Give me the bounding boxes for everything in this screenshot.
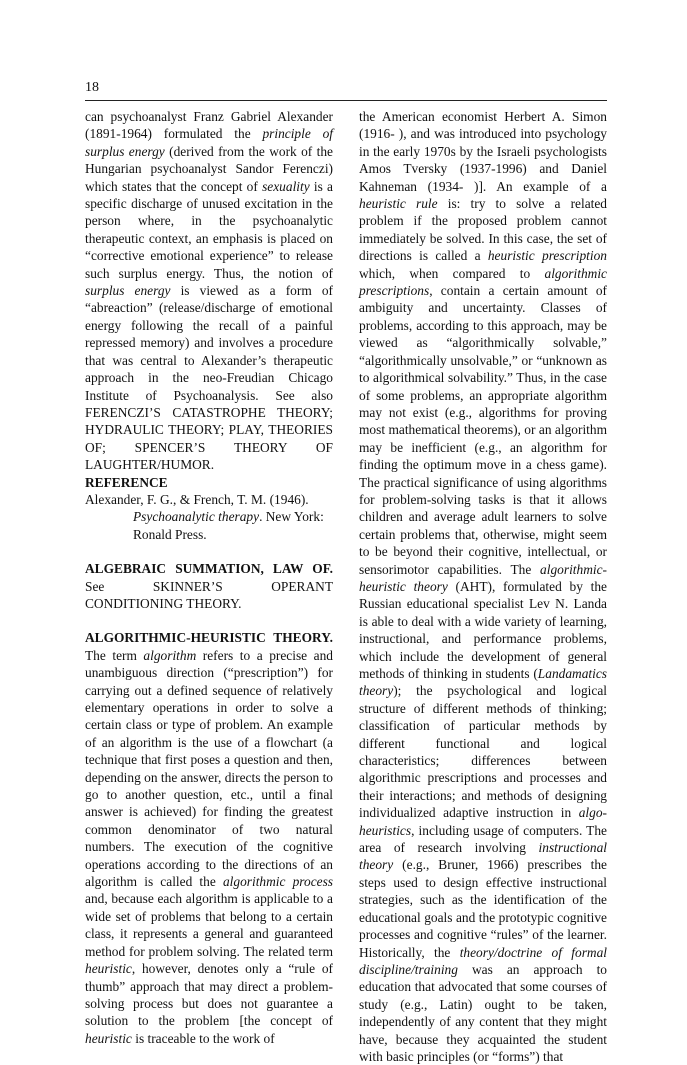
reference-heading: REFERENCE (85, 474, 168, 490)
entry-spacer (85, 543, 333, 560)
text-run: (AHT), formulated by the Russian educational specialist Lev N. Landa is able to deal with a wide variety of learning, instructional, and performance problems, which include the development of general methods of thinking in students ( (359, 578, 607, 681)
italic-term: heuristic rule (359, 196, 438, 212)
text-run: refers to a precise and unambiguous direction (“prescription”) for carrying out a defined sequence of relatively elementary operations in order to solve a certain class or type of problem. An example of an algorithm is the use of a flowchart (a technique that first poses a question and then, depending on the answer, directs the person to go to another question, etc., until a final answer is achieved) for finding the greatest common denominator of two natural numbers. The execution of the cognitive operations according to the directions of an algorithm is called the (85, 647, 333, 890)
italic-term: heuristic prescription (487, 248, 607, 264)
italic-term: algorithm (143, 647, 197, 663)
alexander-entry-paragraph (85, 108, 333, 474)
italic-term: algo-heuristics (359, 805, 607, 838)
page-number: 18 (85, 80, 99, 95)
italic-term: instructional theory (359, 840, 607, 873)
text-run: is a specific discharge of unused excitation in the person where, in the psychoanalytic therapeutic context, an emphasis is placed on “corrective emotional experience” to release such surplus energy. Thus, the notion of (85, 178, 333, 281)
text-run: which, when compared to (359, 265, 545, 281)
italic-term: algorithmic-heuristic theory (359, 561, 607, 594)
text-run: . New York: Ronald Press. (133, 509, 324, 542)
algebraic-summation-entry (85, 560, 333, 612)
text-run: is traceable to the work of (131, 1030, 275, 1046)
left-column (85, 108, 333, 1047)
italic-term: Psychoanalytic therapy (133, 509, 260, 525)
text-run: was an approach to education that advocated that some courses of study (e.g., Latin) ought to be taken, independently of any content that they might have, because they acquainted the student with basic principles (or “forms”) that (359, 961, 607, 1064)
italic-term: heuristic (85, 961, 132, 977)
italic-term: principle of surplus energy (85, 126, 333, 159)
italic-term: theory/doctrine of formal discipline/training (359, 944, 607, 977)
italic-term: surplus energy (85, 283, 171, 299)
text-run: , however, denotes only a “rule of thumb” approach that may direct a problem-solving process but does not guarantee a solution to the problem [the concept of (85, 961, 333, 1029)
header-rule (85, 100, 607, 101)
text-run: (derived from the work of the Hungarian psychoanalyst Sandor Ferenczi) which states that the concept of (85, 143, 333, 194)
italic-term: algorithmic process (222, 874, 334, 890)
text-run: is: try to solve a related problem if the proposed problem cannot immediately be solved. In this case, the set of directions is called a (359, 196, 607, 264)
text-run: Alexander, F. G., & French, T. M. (1946). (85, 491, 309, 507)
italic-term: algorithmic prescriptions (359, 265, 607, 299)
algorithmic-heuristic-entry (85, 629, 333, 1047)
algorithmic-heuristic-headword: ALGORITHMIC-HEURISTIC THEORY. (85, 630, 333, 646)
algorithmic-heuristic-body (85, 648, 333, 1046)
text-run: ); the psychological and logical structure of different methods of thinking; classification of particular methods by different functional and logical characteristics; differences between algorithmic prescriptions and processes and their interactions; and methods of designing individualized adaptive instruction in (359, 683, 607, 821)
italic-term: sexuality (262, 178, 310, 194)
right-column (359, 108, 607, 1065)
algebraic-summation-headword: ALGEBRAIC SUMMATION, LAW OF. (85, 561, 333, 577)
text-run: , contain a certain amount of ambiguity and uncertainty. Classes of problems, according to this approach, may be viewed as “algorithmically solvable,” “algorithmically unsolvable,” or “unknown as to algorithmical solvability.” Thus, in the case of some problems, an appropriate algorithm may not exist (e.g., algorithms for proving most mathematical theorems), or an algorithm may be inefficient (e.g., an algorithm for finding the optimum move in a chess game). The practical significance of using algorithms for problem-solving tasks is that it allows children and average adult learners to solve certain problems that, otherwise, might seem to be beyond their cognitive, intellectual, or sensorimotor capabilities. The (359, 283, 607, 577)
italic-term: Landamatics theory (359, 666, 607, 699)
reference-citation (85, 491, 333, 543)
algebraic-summation-body: See SKINNER’S OPERANT CONDITIONING THEORY. (85, 578, 333, 611)
text-run: The term (85, 647, 144, 663)
text-run: can psychoanalyst Franz Gabriel Alexander (1891-1964) formulated the (85, 109, 333, 142)
algorithmic-heuristic-continued (359, 108, 607, 1065)
text-run: , including usage of computers. The area of research involving (359, 822, 607, 856)
text-run: (e.g., Bruner, 1966) prescribes the steps used to design effective instructional strategies, such as the identification of the educational goals and the prototypic cognitive processes and cognitive “rules” of the learner. Historically, the (359, 857, 607, 960)
italic-term: heuristic (85, 1030, 132, 1046)
entry-spacer (85, 612, 333, 629)
text-run: and, because each algorithm is applicable to a wide set of problems that belong to a certain class, it represents a general and guaranteed method for problem solving. The related term (85, 891, 333, 959)
text-run: is viewed as a form of “abreaction” (release/discharge of emotional energy following the recall of a painful repressed memory) and involves a procedure that was central to Alexander’s therapeutic approach in the neo-Freudian Chicago Institute of Psychoanalysis. See also FERENCZI’S CATASTROPHE THEORY; HYDRAULIC THEORY; PLAY, THEORIES OF; SPENCER’S THEORY OF LAUGHTER/HUMOR. (85, 283, 333, 473)
text-run: the American economist Herbert A. Simon (1916- ), and was introduced into psychology in the early 1970s by the Israeli psychologists Amos Tversky (1937-1996) and Daniel Kahneman (1934- )]. An example of a (359, 109, 607, 194)
